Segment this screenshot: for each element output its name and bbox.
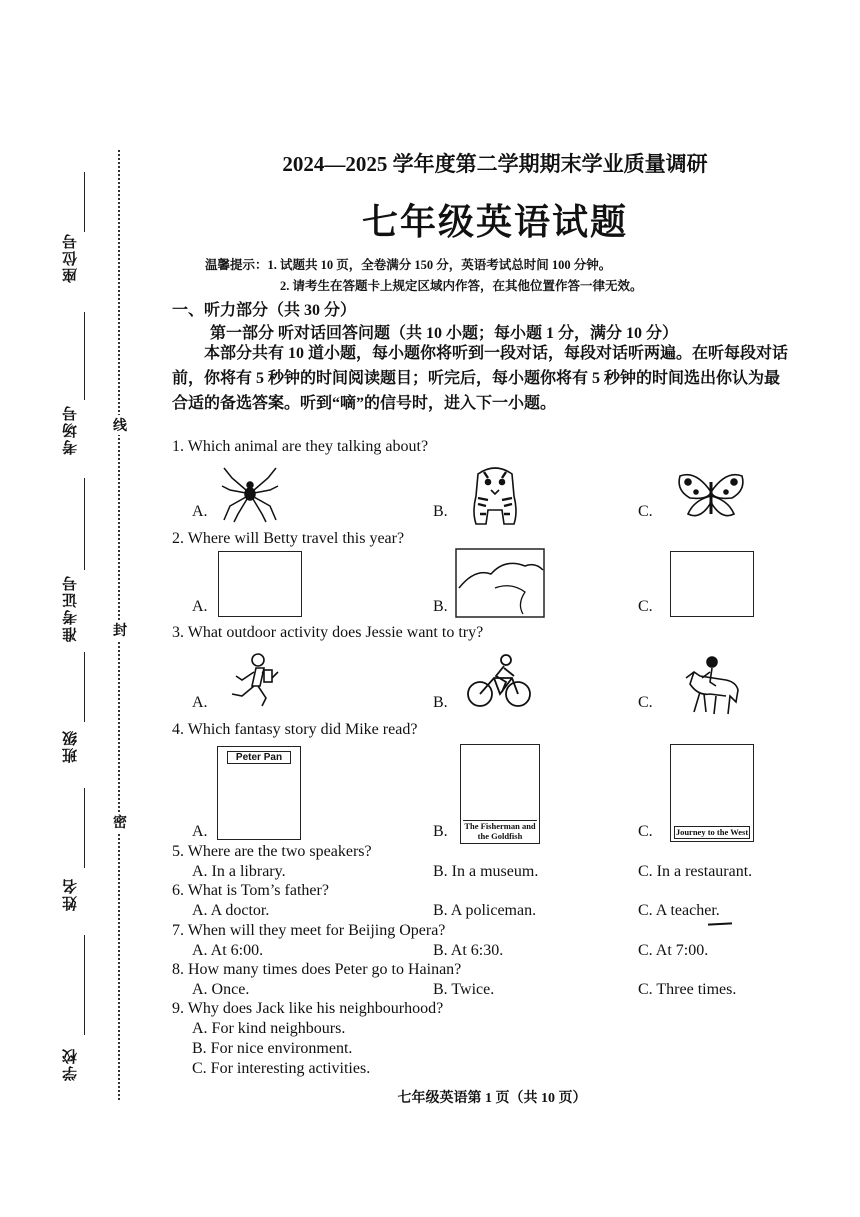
school-label: 学校 — [63, 1047, 79, 1081]
seal-char-seal: 封 — [112, 620, 128, 640]
q8-option-c: C. Three times. — [638, 981, 737, 998]
question-2: 2. Where will Betty travel this year? — [172, 530, 405, 547]
ticket-label: 准考证号 — [63, 574, 79, 642]
q5-option-a: A. In a library. — [192, 863, 286, 880]
question-7: 7. When will they meet for Beijing Opera? — [172, 922, 446, 939]
running-icon — [228, 652, 286, 708]
q3-option-c-label: C. — [638, 694, 653, 711]
q1-option-b-label: B. — [433, 503, 448, 520]
exam-term-title: 2024—2025 学年度第二学期期末学业质量调研 — [282, 152, 708, 176]
q2-option-b-label: B. — [433, 598, 448, 615]
book-cover-peter-pan — [217, 746, 301, 840]
q1-option-c-label: C. — [638, 503, 653, 520]
q2-option-c-label: C. — [638, 598, 653, 615]
q7-option-c: C. At 7:00. — [638, 942, 709, 959]
horse-riding-icon — [680, 656, 744, 718]
q9-option-c: C. For interesting activities. — [192, 1060, 371, 1077]
question-8: 8. How many times does Peter go to Hainan? — [172, 961, 462, 978]
name-label: 姓名 — [63, 877, 79, 911]
landscape-picture-a — [218, 551, 302, 617]
tip-line-2: 2. 请考生在答题卡上规定区域内作答，在其他位置作答一律无效。 — [280, 279, 643, 293]
q1-option-a-label: A. — [192, 503, 208, 520]
q8-option-a: A. Once. — [192, 981, 250, 998]
exam-title: 七年级英语试题 — [361, 202, 628, 242]
q4-option-b-label: B. — [433, 823, 448, 840]
q6-option-a: A. A doctor. — [192, 902, 270, 919]
seal-char-close: 密 — [112, 812, 128, 832]
landscape-picture-c — [670, 551, 754, 617]
butterfly-icon — [676, 470, 746, 522]
part-title: 第一部分 听对话回答问题（共 10 小题；每小题 1 分，满分 10 分） — [210, 325, 679, 342]
book-title-peter-pan: Peter Pan — [227, 751, 291, 764]
question-9: 9. Why does Jack like his neighbourhood? — [172, 1000, 444, 1017]
book-title-fisherman: The Fisherman and the Goldfish — [464, 821, 536, 841]
ticket-line — [84, 478, 85, 570]
book-cover-journey-west — [670, 744, 754, 842]
q6-option-b: B. A policeman. — [433, 902, 537, 919]
question-3: 3. What outdoor activity does Jessie want to try? — [172, 624, 484, 641]
seat-label: 座位号 — [63, 232, 79, 284]
instructions: 本部分共有 10 道小题，每小题你将听到一段对话，每段对话听两遍。在听每段对话前，你将有 5 秒钟的时间阅读题目；听完后，每小题你将有 5 秒钟的时间选出你认为最合适的备选答案。听到“嘀”的信号时，进入下一小题。 — [172, 345, 789, 412]
cycling-icon — [466, 652, 532, 710]
q5-option-b: B. In a museum. — [433, 863, 539, 880]
question-5: 5. Where are the two speakers? — [172, 843, 372, 860]
seat-line — [84, 172, 85, 232]
q8-option-b: B. Twice. — [433, 981, 495, 998]
spider-icon — [220, 466, 280, 524]
question-4: 4. Which fantasy story did Mike read? — [172, 721, 418, 738]
q9-option-b: B. For nice environment. — [192, 1040, 353, 1057]
question-6: 6. What is Tom’s father? — [172, 882, 329, 899]
landscape-picture-b — [455, 548, 545, 618]
q2-option-a-label: A. — [192, 598, 208, 615]
class-label: 班级 — [63, 729, 79, 763]
book-cover-fisherman — [460, 744, 540, 844]
page-footer: 七年级英语第 1 页（共 10 页） — [397, 1091, 587, 1106]
tip-line-1: 温馨提示：1. 试题共 10 页，全卷满分 150 分，英语考试总时间 100 分钟。 — [205, 258, 612, 272]
q4-option-c-label: C. — [638, 823, 653, 840]
class-line — [84, 652, 85, 722]
room-label: 考场号 — [63, 404, 79, 456]
question-1: 1. Which animal are they talking about? — [172, 438, 429, 455]
q3-option-b-label: B. — [433, 694, 448, 711]
q7-option-b: B. At 6:30. — [433, 942, 504, 959]
pen-mark — [708, 922, 732, 925]
seal-char-line: 线 — [112, 415, 128, 435]
name-line — [84, 788, 85, 868]
q4-option-a-label: A. — [192, 823, 208, 840]
q3-option-a-label: A. — [192, 694, 208, 711]
tiger-icon — [464, 462, 526, 526]
school-line — [84, 935, 85, 1035]
q7-option-a: A. At 6:00. — [192, 942, 264, 959]
room-line — [84, 312, 85, 400]
q6-option-c: C. A teacher. — [638, 902, 720, 919]
q5-option-c: C. In a restaurant. — [638, 863, 753, 880]
section-title: 一、听力部分（共 30 分） — [172, 302, 357, 319]
book-title-journey-west: Journey to the West — [675, 827, 749, 837]
q9-option-a: A. For kind neighbours. — [192, 1020, 346, 1037]
